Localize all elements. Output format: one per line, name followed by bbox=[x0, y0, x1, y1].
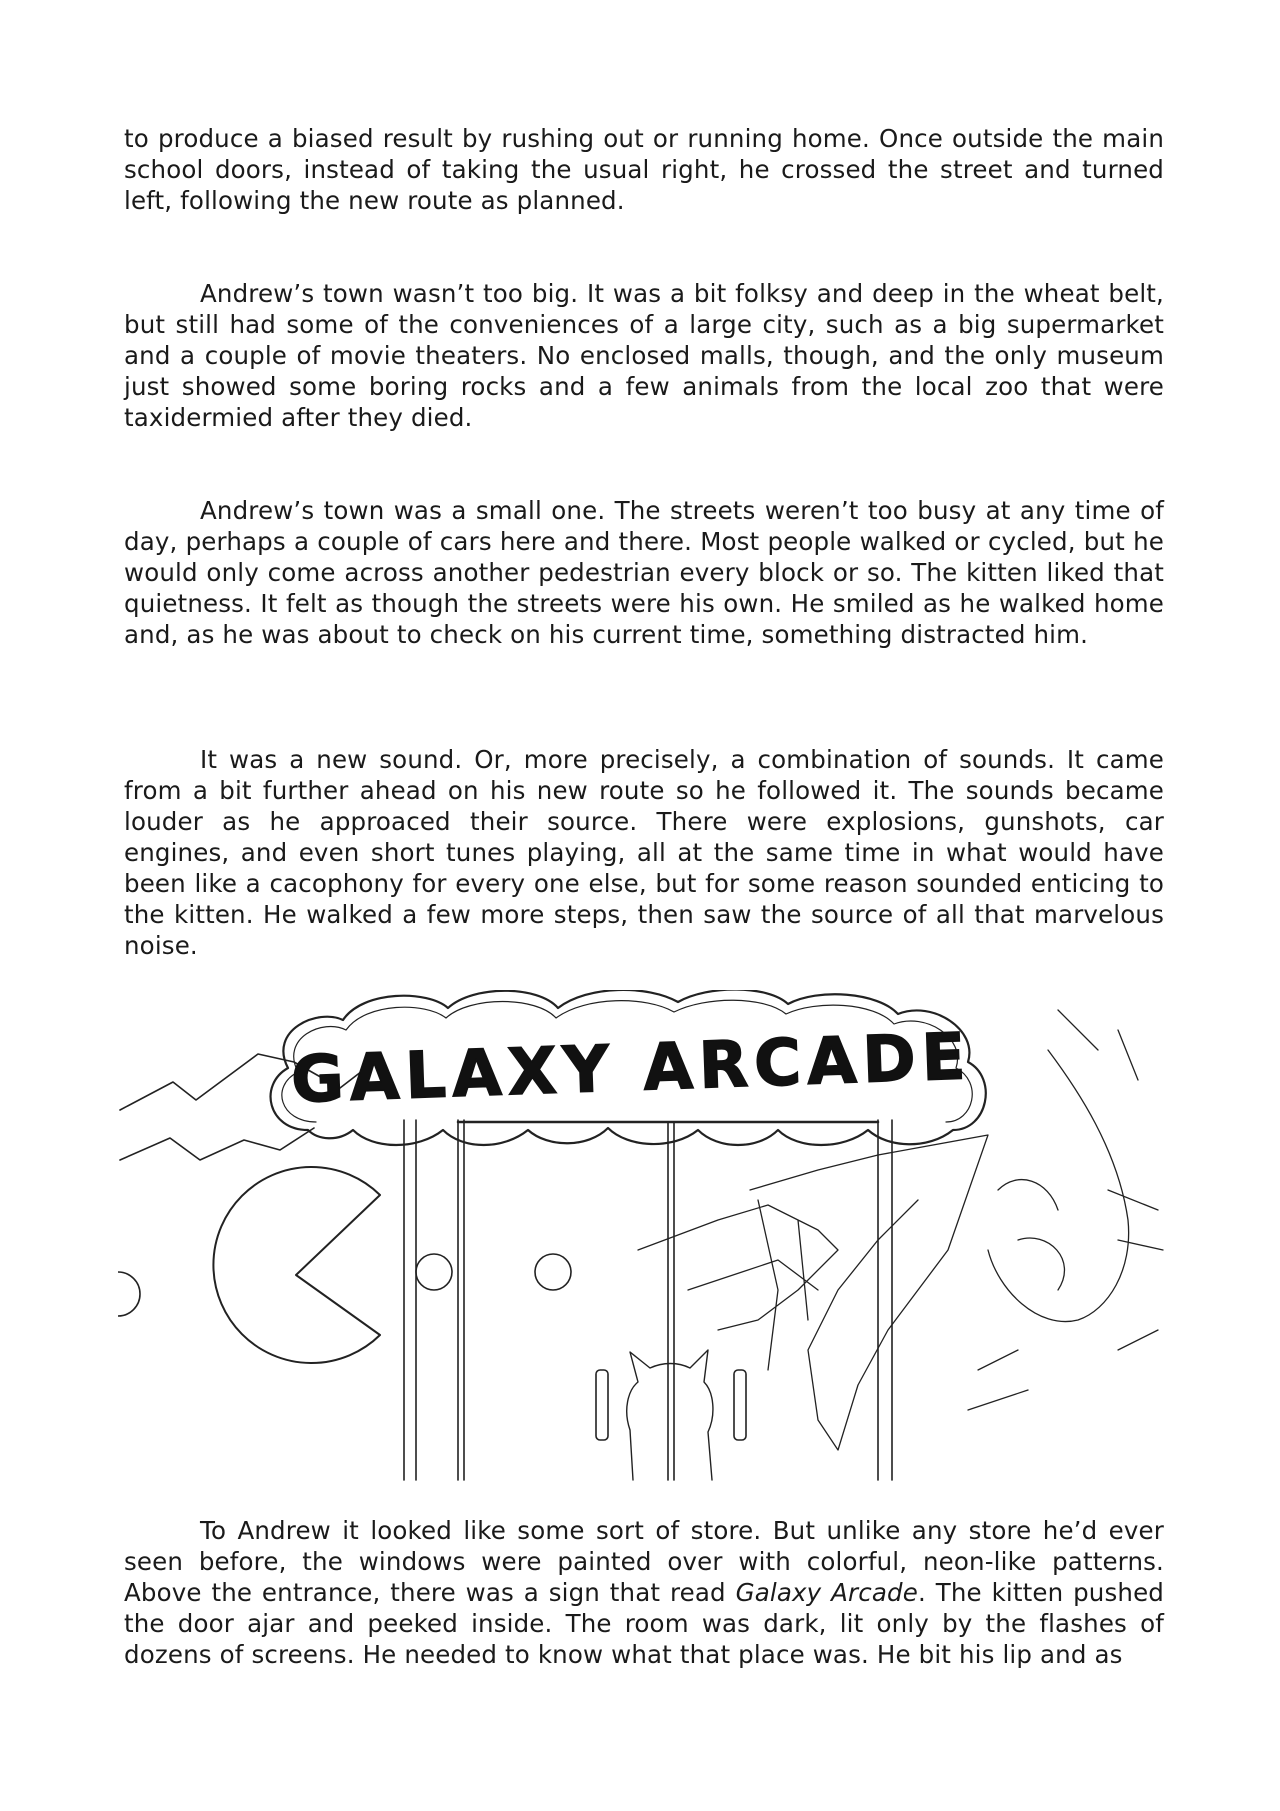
paragraph-5 bbox=[124, 1515, 1164, 1670]
paragraph-5-end: . The kitten pushed the door ajar and peeked inside. The room was dark, lit only by the flashes of dozens of screens. He needed to know what that place was. He bit his lip and as bbox=[124, 1578, 1164, 1669]
pellet-circle-1 bbox=[416, 1254, 452, 1290]
paragraph-1: to produce a biased result by rushing out or running home. Once outside the main school doors, instead of taking the usual right, he crossed the street and turned left, following the new route as planned. bbox=[124, 124, 1164, 215]
arcade-illustration bbox=[118, 990, 1168, 1482]
pacman-shape bbox=[213, 1167, 380, 1363]
zigzag-line-middle bbox=[120, 1128, 314, 1160]
arcade-sign-text: GALAXY ARCADE bbox=[289, 1020, 973, 1118]
paragraph-4: It was a new sound. Or, more precisely, a combination of sounds. It came from a bit further ahead on his new route so he followed it. The sounds became louder as he approaced their source. There were explosions, gunshots, car engines, and even short tunes playing, all at the same time in what would have been like a cacophony for every one else, but for some reason sounded enticing to the kitten. He walked a few more steps, then saw the source of all that marvelous noise. bbox=[124, 745, 1164, 960]
paragraph-5-start: To Andrew it looked like some sort of store. But unlike any store he’d ever seen before, the windows were painted over with colorful, neon-like patterns. Above the entrance, there was a sign that read bbox=[124, 1516, 1164, 1607]
pellet-circle-2 bbox=[535, 1254, 571, 1290]
paragraph-2: Andrew’s town wasn’t too big. It was a bit folksy and deep in the wheat belt, but still had some of the conveniences of a large city, such as a big supermarket and a couple of movie theaters. No enclosed malls, though, and the only museum just showed some boring rocks and a few animals from the local zoo that were taxidermied after they died. bbox=[124, 279, 1164, 432]
partial-circle-left bbox=[118, 1272, 140, 1316]
kitten-figure bbox=[627, 1350, 713, 1480]
door-handle-right bbox=[734, 1370, 746, 1440]
paragraph-3: Andrew’s town was a small one. The streets weren’t too busy at any time of day, perhaps a couple of cars here and there. Most people walked or cycled, but he would only come across another pedestrian every block or so. The kitten liked that quietness. It felt as though the streets were his own. He smiled as he walked home and, as he was about to check on his current time, something distracted him. bbox=[124, 496, 1164, 649]
door-handle-left bbox=[596, 1370, 608, 1440]
arcade-name-italic: Galaxy Arcade bbox=[735, 1578, 918, 1607]
